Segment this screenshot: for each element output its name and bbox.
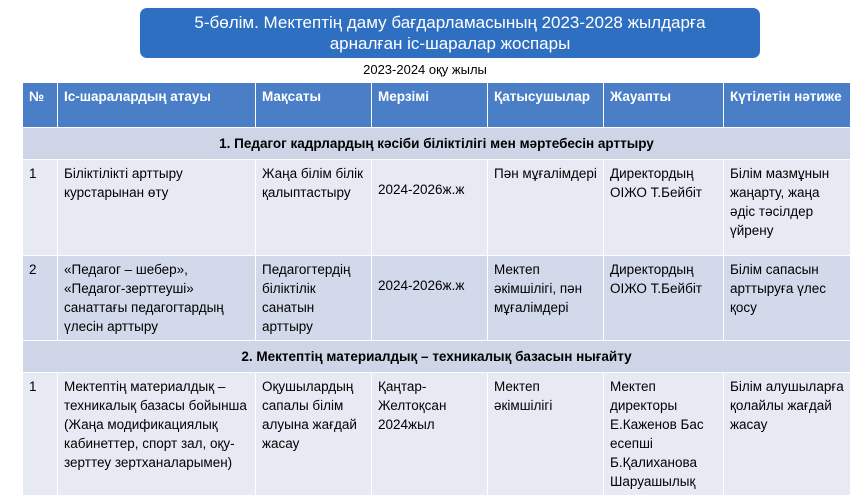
cell-expected-result: Білім мазмұнын жаңарту, жаңа әдіс тәсілдер үйрену	[724, 160, 850, 256]
cell-activity: Біліктілікті арттыру курстарынан өту	[58, 160, 256, 256]
cell-deadline: 2024-2026ж.ж	[372, 160, 488, 256]
section-title: 1. Педагог кадрлардың кәсіби біліктілігі мен мәртебесін арттыру	[23, 128, 850, 160]
table-row	[23, 373, 850, 496]
cell-expected-result: Білім сапасын арттыруға үлес қосу	[724, 256, 850, 341]
header-activity: Іс-шаралардың атауы	[58, 83, 256, 128]
cell-participants: Мектеп әкімшілігі	[488, 373, 604, 496]
header-number: №	[23, 83, 58, 128]
header-responsible: Жауапты	[604, 83, 724, 128]
header-goal: Мақсаты	[256, 83, 372, 128]
cell-responsible: Директордың ОІЖО Т.Бейбіт	[604, 160, 724, 256]
cell-expected-result: Білім алушыларға қолайлы жағдай жасау	[724, 373, 850, 496]
header-deadline: Мерзімі	[372, 83, 488, 128]
table-row	[23, 256, 850, 341]
section-row	[23, 128, 850, 160]
cell-number: 2	[23, 256, 58, 341]
table-row	[23, 160, 850, 256]
cell-responsible: Директордың ОІЖО Т.Бейбіт	[604, 256, 724, 341]
section-row	[23, 341, 850, 373]
cell-goal: Оқушылардың сапалы білім алуына жағдай жасау	[256, 373, 372, 496]
title-banner	[140, 8, 760, 58]
cell-number: 1	[23, 373, 58, 496]
cell-activity: «Педагог – шебер», «Педагог-зерттеуші» санаттағы педагогтардың үлесін арттыру	[58, 256, 256, 341]
cell-participants: Мектеп әкімшілігі, пән мұғалімдері	[488, 256, 604, 341]
header-participants: Қатысушылар	[488, 83, 604, 128]
cell-activity: Мектептің материалдық – техникалық базасы бойынша (Жаңа модификациялық кабинеттер, спорт зал, оқу-зерттеу зертханаларымен)	[58, 373, 256, 496]
academic-year-subtitle: 2023-2024 оқу жылы	[0, 62, 850, 77]
header-expected-result: Күтілетін нәтиже	[724, 83, 850, 128]
section-title: 2. Мектептің материалдық – техникалық базасын нығайту	[23, 341, 850, 373]
cell-goal: Жаңа білім білік қалыптастыру	[256, 160, 372, 256]
cell-deadline: 2024-2026ж.ж	[372, 256, 488, 341]
table-header-row	[23, 83, 850, 128]
cell-responsible: Мектеп директоры Е.Каженов Бас есепші Б.Қалиханова Шаруашылық	[604, 373, 724, 496]
cell-deadline: Қаңтар-Желтоқсан 2024жыл	[372, 373, 488, 496]
cell-goal: Педагогтердің біліктілік санатын арттыру	[256, 256, 372, 341]
cell-number: 1	[23, 160, 58, 256]
cell-participants: Пән мұғалімдері	[488, 160, 604, 256]
title-line-2: арналған іс-шаралар жоспары	[140, 33, 760, 54]
title-line-1: 5-бөлім. Мектептің даму бағдарламасының 2023-2028 жылдарға	[140, 12, 760, 33]
action-plan-table	[22, 82, 850, 496]
